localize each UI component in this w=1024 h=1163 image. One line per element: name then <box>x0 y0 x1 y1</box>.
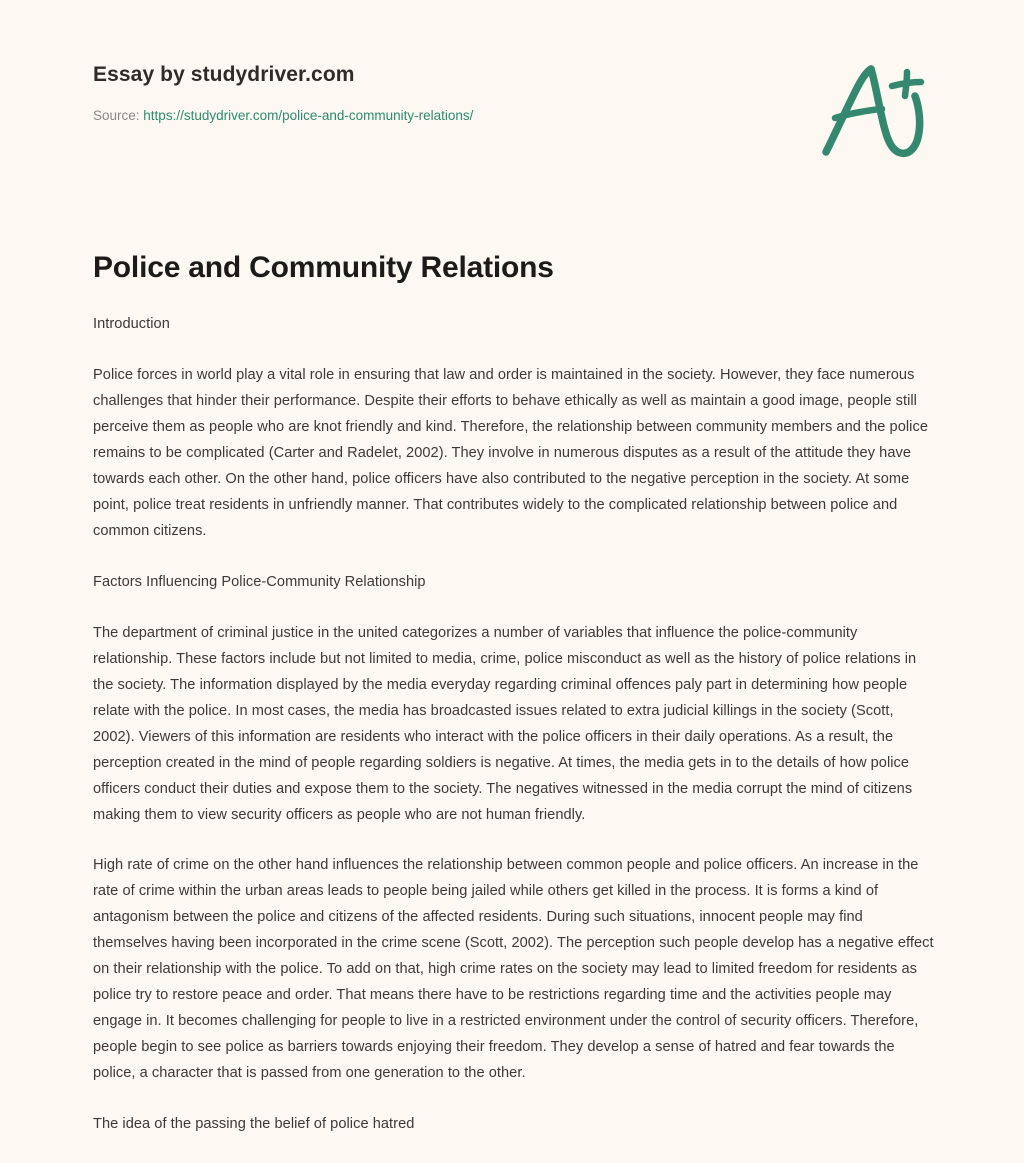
paragraph-factors-media: The department of criminal justice in the united categorizes a number of variables that influence the police-community relationship. These factors include but not limited to media, crime, police misconduct as well as the history of police relations in the society. The information displayed by the media everyday regarding criminal offences paly part in determining how people relate with the police. In most cases, the media has broadcasted issues related to extra judicial killings in the society (Scott, 2002). Viewers of this information are residents who interact with the police officers in their daily operations. As a result, the perception created in the mind of people regarding soldiers is negative. At times, the media gets in to the details of how police officers conduct their duties and expose them to the society. The negatives witnessed in the media corrupt the mind of citizens making them to view security officers as people who are not human friendly. <box>93 624 917 823</box>
section-heading-factors: Factors Influencing Police-Community Relationship <box>93 573 426 590</box>
header-text-block <box>93 62 473 125</box>
paragraph-intro: Police forces in world play a vital role in ensuring that law and order is maintained in the society. However, they face numerous challenges that hinder their performance. Despite their efforts to behave ethically as well as maintain a good image, people still perceive them as people who are knot friendly and kind. Therefore, the relationship between community members and the police remains to be complicated (Carter and Radelet, 2002). They involve in numerous disputes as a result of the attitude they have towards each other. On the other hand, police officers have also contributed to the negative perception in the society. At some point, police treat residents in unfriendly manner. That contributes widely to the complicated relationship between police and common citizens. <box>93 366 928 539</box>
source-url-link[interactable]: https://studydriver.com/police-and-community-relations/ <box>143 108 474 124</box>
section-heading-introduction: Introduction <box>93 316 170 332</box>
paragraph-truncated: The idea of the passing the belief of police hatred <box>93 1116 415 1133</box>
source-line <box>93 107 473 125</box>
page-header <box>0 0 1024 166</box>
source-label: Source: <box>93 108 140 124</box>
paragraph-crime-rate: High rate of crime on the other hand influences the relationship between common people and police officers. An increase in the rate of crime within the urban areas leads to people being jailed while others get killed in the process. It is forms a kind of antagonism between the police and citizens of the affected residents. During such situations, innocent people may find themselves having been incorporated in the crime scene (Scott, 2002). The perception such people develop has a negative effect on their relationship with the police. To add on that, high crime rates on the society may lead to limited freedom for residents as police try to restore peace and order. That means there have to be restrictions regarding time and the activities people may engage in. It becomes challenging for people to live in a restricted environment under the control of security officers. Therefore, people begin to see police as barriers towards enjoying their freedom. They develop a sense of hatred and fear towards the police, a character that is passed from one generation to the other. <box>93 857 934 1082</box>
essay-body <box>93 312 938 1163</box>
a-plus-logo-icon <box>816 56 936 166</box>
brand-label: Essay by studydriver.com <box>93 63 355 86</box>
page-title: Police and Community Relations <box>93 251 554 284</box>
